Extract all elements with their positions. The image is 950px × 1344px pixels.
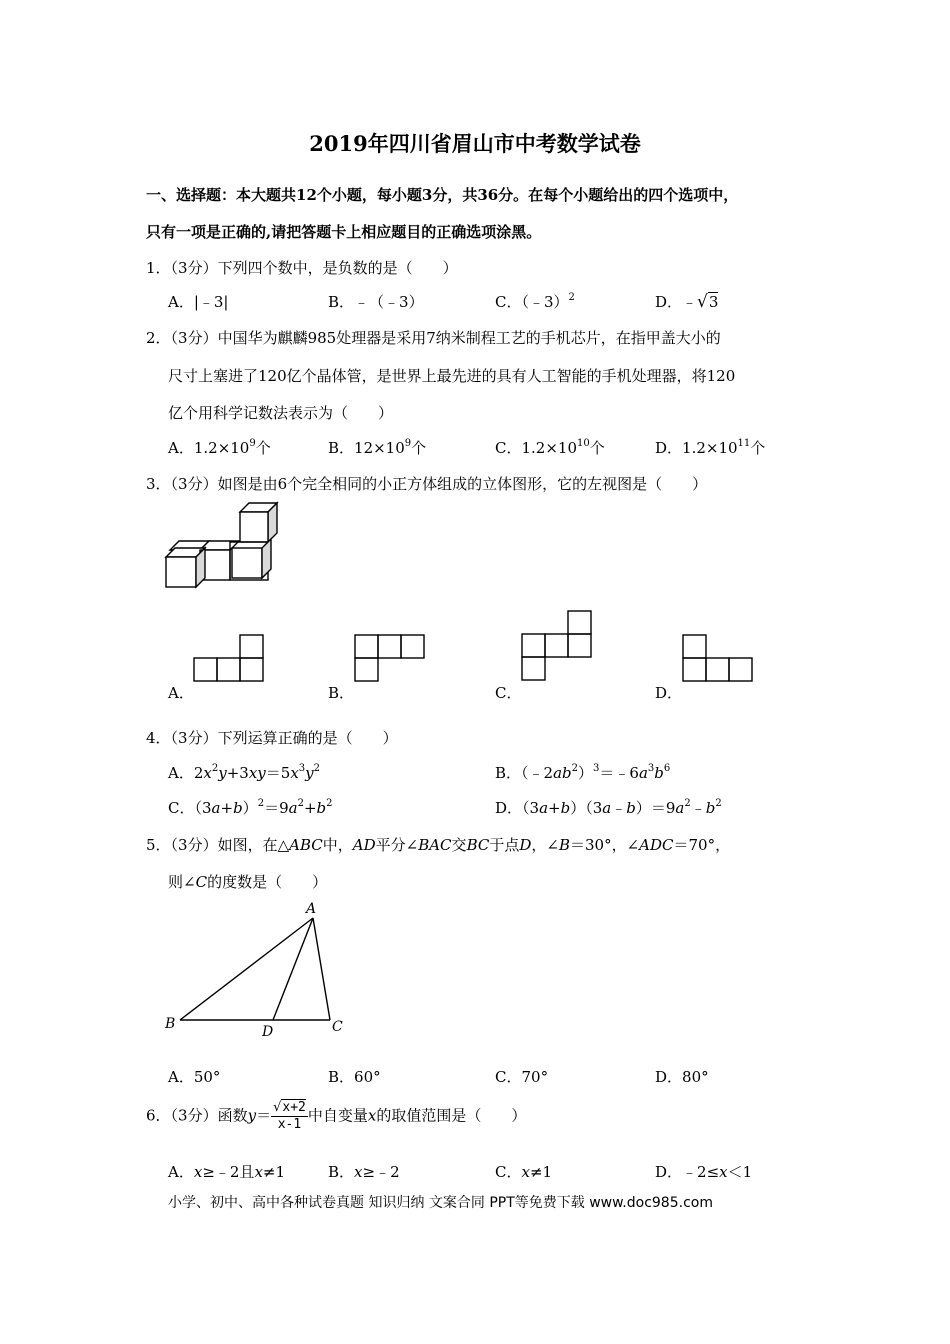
q5-label-c: C (332, 1019, 343, 1035)
q6-stem: 6．（3分）函数y＝ $\frac{√x+2}{x-1}$ 中自变量x的取值范围是（ ） (146, 1100, 527, 1132)
section-heading-line2: 只有一项是正确的,请把答题卡上相应题目的正确选项涂黑。 (146, 223, 542, 241)
footer-text: 小学、初中、高中各种试卷真题 知识归纳 文案合同 PPT等免费下载 www.doc985.com (168, 1195, 713, 1211)
q5-option-c: C．70° (495, 1068, 549, 1086)
q6-fraction: $\frac{√x+2}{x-1}$ (273, 1100, 306, 1132)
q5-option-d: D．80° (655, 1068, 709, 1086)
q2-option-a: A．$1.2\times 10^9$个 (168, 438, 271, 457)
q2-stem-line3: 亿个用科学记数法表示为（ ） (168, 404, 394, 422)
q3-option-a: A． (168, 684, 194, 702)
q5-stem-line1: 5．（3分）如图，在△ABC中，AD平分∠BAC交BC于点D，∠B＝30°，∠ADC＝70°， (146, 836, 731, 854)
q5-option-a: A．50° (168, 1068, 221, 1086)
page-title: 2019年四川省眉山市中考数学试卷 (309, 131, 641, 156)
section-heading-line1: 一、选择题：本大题共12个小题，每小题3分，共36分。在每个小题给出的四个选项中， (146, 186, 739, 204)
q6-option-b: B．x≥﹣2 (328, 1163, 400, 1181)
q4-option-b: B．$(﹣2ab^2)^3=﹣6a^3b^6$ (495, 763, 671, 782)
q3-option-b-figure (355, 634, 427, 682)
q1-option-c: C．（﹣3）$^2$ (495, 292, 575, 311)
q2-stem-line1: 2．（3分）中国华为麒麟985处理器是采用7纳米制程工艺的手机芯片，在指甲盖大小的 (146, 329, 721, 347)
q3-option-a-figure (194, 634, 266, 682)
q3-stem: 3．（3分）如图是由6个完全相同的小正方体组成的立体图形，它的左视图是（ ） (146, 475, 708, 493)
q4-option-a: A．$2x^2y+3xy=5x^3y^2$ (168, 763, 321, 782)
q4-option-c: C．$(3a+b)^2=9a^2+b^2$ (168, 798, 333, 817)
q1-option-b: B．﹣（﹣3） (328, 293, 424, 311)
q3-option-d: D． (655, 684, 683, 702)
q4-option-d: D．$(3a+b)(3a﹣b)=9a^2﹣b^2$ (495, 798, 722, 817)
q3-option-b: B． (328, 684, 355, 702)
q2-option-c: C．$1.2\times 10^{10}$个 (495, 438, 605, 457)
q5-label-a: A (306, 901, 317, 917)
q3-option-c-figure (522, 610, 594, 682)
q5-stem-line2: 则∠C的度数是（ ） (168, 873, 328, 891)
q1-option-d: D．﹣√3 (655, 292, 719, 312)
q2-option-b: B．$12\times 10^9$个 (328, 438, 427, 457)
q6-option-a: A．x≥﹣2且x≠1 (168, 1163, 286, 1181)
q5-label-b: B (165, 1016, 176, 1032)
q2-option-d: D．$1.2\times 10^{11}$个 (655, 438, 766, 457)
q5-label-d: D (262, 1024, 274, 1040)
q5-option-b: B．60° (328, 1068, 381, 1086)
q3-option-c: C． (495, 684, 522, 702)
q1-stem: 1．（3分）下列四个数中，是负数的是（ ） (146, 259, 458, 277)
q6-option-d: D．﹣2≤x＜1 (655, 1163, 753, 1181)
q3-cube-figure (160, 500, 290, 595)
q5-triangle-figure (160, 898, 360, 1043)
q6-option-c: C．x≠1 (495, 1163, 553, 1181)
q2-stem-line2: 尺寸上塞进了120亿个晶体管，是世界上最先进的具有人工智能的手机处理器，将120 (168, 367, 736, 385)
q3-option-d-figure (683, 634, 755, 682)
q4-stem: 4．（3分）下列运算正确的是（ ） (146, 729, 398, 747)
q1-option-a: A．|﹣3| (168, 293, 229, 311)
